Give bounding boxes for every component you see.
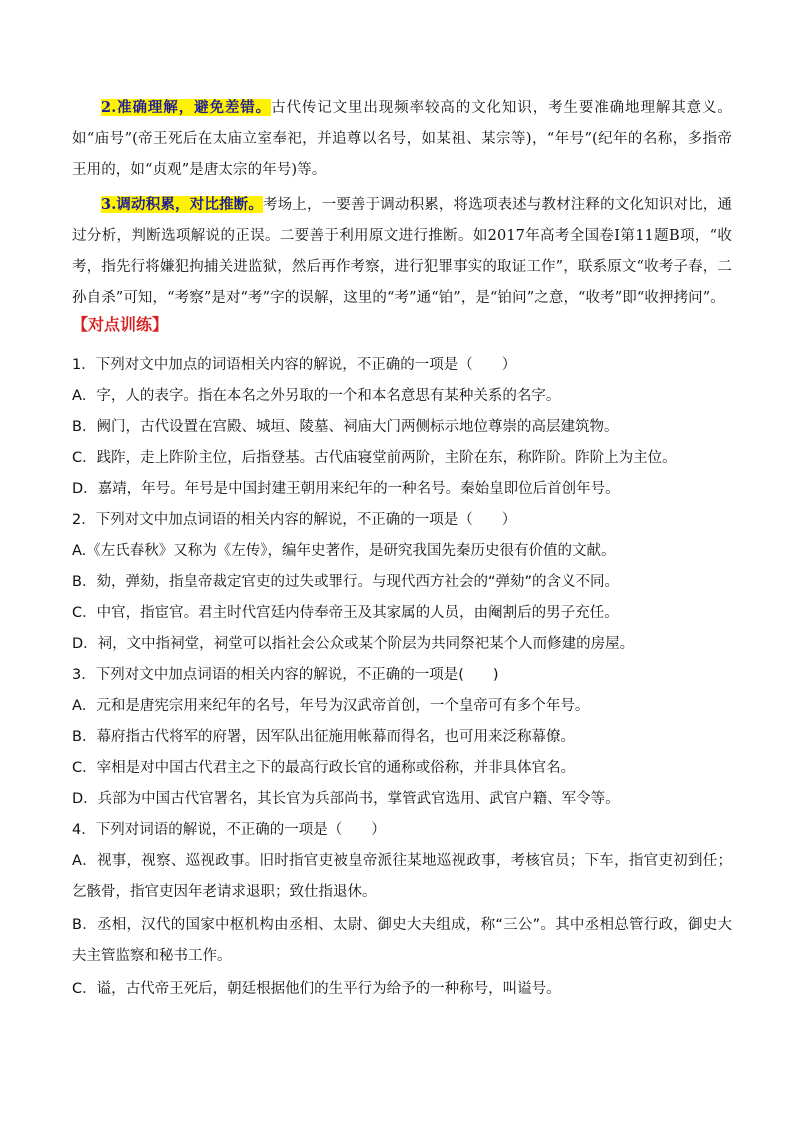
- question-4-stem: 4．下列对词语的解说，不正确的一项是（ ）: [72, 822, 386, 838]
- question-3-option-a: A．元和是唐宪宗用来纪年的名号，年号为汉武帝首创，一个皇帝可有多个年号。: [72, 698, 590, 714]
- question-3-option-d: D．兵部为中国古代官署名，其长官为兵部尚书，掌管武官选用、武官户籍、军令等。: [72, 791, 620, 807]
- tip-2-text: 古代传记文里出现频率较高的文化知识，考生要准确地理解其意义。如“庙号”(帝王死后在太庙立室奉祀，并追尊以名号，如某祖、某宗等)，“年号”(纪年的名称，多指帝王用的，如“贞观”是唐太宗的年号)等。: [72, 100, 732, 178]
- tip-2-label: 2.准确理解，避免差错。: [101, 99, 272, 116]
- tip-paragraph-3: [72, 189, 732, 314]
- tip-3-label: 3.调动积累，对比推断。: [101, 196, 263, 213]
- question-1-option-d: D．嘉靖，年号。年号是中国封建王朝用来纪年的一种名号。秦始皇即位后首创年号。: [72, 481, 620, 497]
- question-1-option-b: B．阙门，古代设置在宫殿、城垣、陵墓、祠庙大门两侧标示地位尊崇的高层建筑物。: [72, 419, 619, 435]
- question-2-stem: 2．下列对文中加点词语的相关内容的解说，不正确的一项是（ ）: [72, 512, 517, 528]
- question-1-option-c: C．践阼，走上阼阶主位，后指登基。古代庙寝堂前两阶，主阶在东，称阼阶。阼阶上为主位。: [72, 450, 677, 466]
- question-3-option-b: B．幕府指古代将军的府署，因军队出征施用帐幕而得名，也可用来泛称幕僚。: [72, 729, 575, 745]
- question-2-option-b: B．劾，弹劾，指皇帝裁定官吏的过失或罪行。与现代西方社会的“弹劾”的含义不同。: [72, 574, 619, 590]
- question-4-option-b: B．丞相，汉代的国家中枢机构由丞相、太尉、御史大夫组成，称“三公”。其中丞相总管行政，御史大夫主管监察和秘书工作。: [72, 917, 732, 964]
- question-4-option-a: A．视事，视察、巡视政事。旧时指官吏被皇帝派往某地巡视政事，考核官员；下车，指官吏初到任；乞骸骨，指官吏因年老请求退职；致仕指退休。: [72, 853, 732, 900]
- tip-paragraph-2: [72, 92, 732, 186]
- question-4-option-c: C．谥，古代帝王死后，朝廷根据他们的生平行为给予的一种称号，叫谥号。: [72, 981, 561, 997]
- question-2-option-c: C．中官，指宦官。君主时代宫廷内侍奉帝王及其家属的人员，由阉割后的男子充任。: [72, 605, 619, 621]
- section-title: 【对点训练】: [72, 315, 169, 334]
- tip-3-text: 考场上，一要善于调动积累，将选项表述与教材注释的文化知识对比，通过分析，判断选项解说的正误。二要善于利用原文进行推断。如2017年高考全国卷Ⅰ第11题B项，“收考，指先行将嫌犯拘捕关进监狱，然后再作考察，进行犯罪事实的取证工作”，联系原文“收考子春，二孙自杀”可知，“考察”是对“考”字的误解，这里的“考”通“铂”，是“铂问”之意，“收考”即“收押拷问”。: [72, 197, 732, 306]
- question-2-option-d: D．祠，文中指祠堂，祠堂可以指社会公众或某个阶层为共同祭祀某个人而修建的房屋。: [72, 636, 635, 652]
- question-3-stem: 3．下列对文中加点词语的相关内容的解说，不正确的一项是( ): [72, 667, 499, 683]
- question-3-option-c: C．宰相是对中国古代君主之下的最高行政长官的通称或俗称，并非具体官名。: [72, 760, 576, 776]
- question-1-stem: 1．下列对文中加点的词语相关内容的解说，不正确的一项是（ ）: [72, 357, 517, 373]
- question-1-option-a: A．字，人的表字。指在本名之外另取的一个和本名意思有某种关系的名字。: [72, 388, 561, 404]
- question-2-option-a: A.《左氏春秋》又称为《左传》，编年史著作，是研究我国先秦历史很有价值的文献。: [72, 543, 616, 559]
